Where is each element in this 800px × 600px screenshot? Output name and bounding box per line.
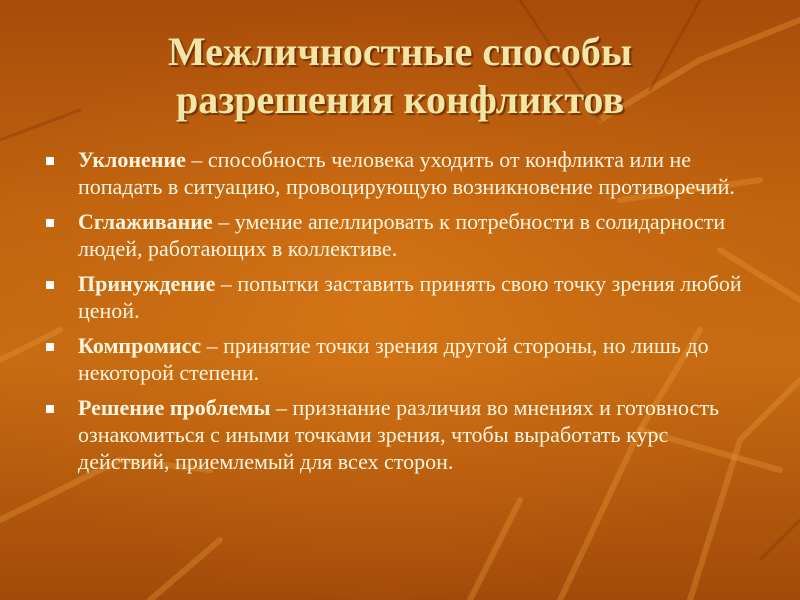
bullet-square-icon (46, 157, 54, 165)
bullet-term: Компромисс (78, 333, 202, 358)
title-line-2: разрешения конфликтов (175, 77, 625, 122)
bullet-square-icon (46, 343, 54, 351)
bullet-square-icon (46, 405, 54, 413)
slide-title (40, 28, 760, 124)
bullet-text: – умение апеллировать к потребности в солидарности людей, работающих в коллективе. (78, 209, 726, 261)
bullet-square-icon (46, 281, 54, 289)
bullet-list (46, 146, 758, 483)
bullet-term: Принуждение (78, 271, 216, 296)
bullet-text: – принятие точки зрения другой стороны, но лишь до некоторой степени. (78, 333, 709, 385)
bullet-term: Сглаживание (78, 209, 213, 234)
bullet-item-compromise (46, 332, 758, 386)
title-line-1: Межличностные способы (167, 29, 633, 74)
bullet-text: – способность человека уходить от конфликта или не попадать в ситуацию, провоцирующую возникновение противоречий. (78, 147, 735, 199)
bullet-text: – признание различия во мнениях и готовность ознакомиться с иными точками зрения, чтобы выработать курс действий, приемлемый для всех сторон. (78, 395, 720, 474)
bullet-item-avoidance (46, 146, 758, 200)
bullet-item-problem-solving (46, 394, 758, 475)
bullet-term: Решение проблемы (78, 395, 271, 420)
bullet-term: Уклонение (78, 147, 186, 172)
bullet-text: – попытки заставить принять свою точку зрения любой ценой. (78, 271, 742, 323)
bullet-item-coercion (46, 270, 758, 324)
bullet-item-smoothing (46, 208, 758, 262)
bullet-square-icon (46, 219, 54, 227)
